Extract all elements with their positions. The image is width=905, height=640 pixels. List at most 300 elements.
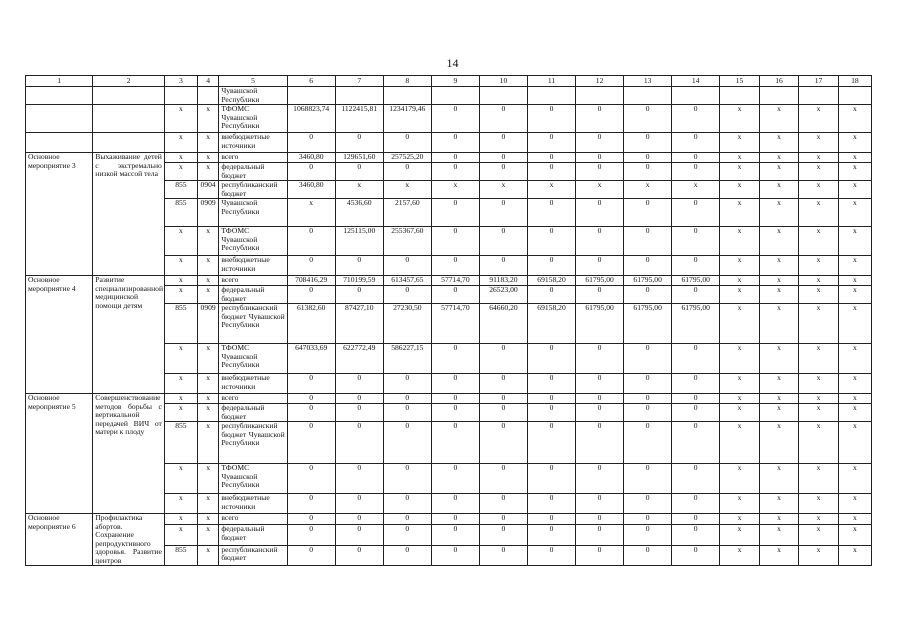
value-cell: x bbox=[720, 199, 760, 227]
code-grbs-cell: x bbox=[164, 133, 197, 153]
value-cell: x bbox=[799, 286, 839, 304]
value-cell: 0 bbox=[383, 163, 431, 181]
value-cell: 0 bbox=[576, 105, 624, 133]
column-header: 4 bbox=[197, 76, 218, 87]
value-cell: x bbox=[759, 304, 799, 344]
value-cell: 0 bbox=[672, 394, 720, 404]
value-cell: 69158,20 bbox=[527, 304, 575, 344]
value-cell: x bbox=[759, 525, 799, 545]
value-cell: 0 bbox=[383, 286, 431, 304]
value-cell: 0 bbox=[672, 422, 720, 464]
value-cell: 0 bbox=[431, 199, 479, 227]
value-cell: 0 bbox=[287, 494, 335, 514]
value-cell: 0 bbox=[624, 105, 672, 133]
value-cell: x bbox=[799, 545, 839, 565]
value-cell: x bbox=[759, 163, 799, 181]
value-cell: 0 bbox=[479, 464, 527, 494]
code-rzpr-cell: x bbox=[197, 276, 218, 286]
value-cell: x bbox=[479, 181, 527, 199]
value-cell: x bbox=[838, 525, 871, 545]
value-cell: 0 bbox=[576, 404, 624, 422]
activity-description-cell bbox=[93, 105, 165, 133]
value-cell: 0 bbox=[287, 256, 335, 276]
value-cell: x bbox=[720, 404, 760, 422]
value-cell: 64660,20 bbox=[479, 304, 527, 344]
value-cell: 0 bbox=[479, 374, 527, 394]
value-cell: x bbox=[799, 494, 839, 514]
table-row bbox=[26, 87, 872, 105]
value-cell: 0 bbox=[431, 227, 479, 256]
value-cell: 0 bbox=[335, 256, 383, 276]
value-cell: 0 bbox=[672, 286, 720, 304]
value-cell: 0 bbox=[431, 422, 479, 464]
value-cell: 0 bbox=[479, 133, 527, 153]
value-cell: 0 bbox=[383, 422, 431, 464]
value-cell: 0 bbox=[672, 256, 720, 276]
value-cell: 0 bbox=[431, 133, 479, 153]
code-rzpr-cell: x bbox=[197, 494, 218, 514]
funding-source-cell: федеральный бюджет bbox=[219, 525, 287, 545]
funding-source-cell: ТФОМС Чувашской Республики bbox=[219, 227, 287, 256]
header-row bbox=[26, 76, 872, 87]
value-cell: 0 bbox=[624, 404, 672, 422]
activity-name-cell bbox=[26, 87, 93, 105]
value-cell: 57714,70 bbox=[431, 304, 479, 344]
value-cell: 0 bbox=[672, 344, 720, 374]
value-cell: 0 bbox=[527, 404, 575, 422]
value-cell: 0 bbox=[479, 422, 527, 464]
value-cell: x bbox=[838, 276, 871, 286]
column-header: 13 bbox=[624, 76, 672, 87]
activity-description-cell: Выхаживание детей с экстремально низкой массой тела bbox=[93, 153, 165, 276]
code-grbs-cell: x bbox=[164, 153, 197, 163]
value-cell: x bbox=[720, 374, 760, 394]
value-cell: x bbox=[799, 199, 839, 227]
value-cell: 0 bbox=[527, 525, 575, 545]
value-cell bbox=[335, 87, 383, 105]
code-rzpr-cell: x bbox=[197, 464, 218, 494]
value-cell: 0 bbox=[431, 494, 479, 514]
value-cell: x bbox=[799, 525, 839, 545]
funding-source-cell: ТФОМС Чувашской Республики bbox=[219, 464, 287, 494]
activity-name-cell: Основное мероприятие 6 bbox=[26, 514, 93, 566]
value-cell: 0 bbox=[527, 133, 575, 153]
funding-source-cell: республиканский бюджет bbox=[219, 545, 287, 565]
value-cell: 0 bbox=[335, 494, 383, 514]
value-cell: x bbox=[838, 256, 871, 276]
value-cell: x bbox=[838, 163, 871, 181]
column-header: 12 bbox=[576, 76, 624, 87]
value-cell: x bbox=[759, 105, 799, 133]
value-cell: 0 bbox=[335, 404, 383, 422]
value-cell: x bbox=[838, 394, 871, 404]
value-cell: 0 bbox=[624, 525, 672, 545]
value-cell: 0 bbox=[431, 525, 479, 545]
value-cell: x bbox=[799, 422, 839, 464]
value-cell: 0 bbox=[479, 394, 527, 404]
value-cell bbox=[720, 87, 760, 105]
value-cell: 0 bbox=[287, 525, 335, 545]
value-cell: 0 bbox=[576, 133, 624, 153]
value-cell: x bbox=[799, 133, 839, 153]
code-rzpr-cell: x bbox=[197, 374, 218, 394]
value-cell: x bbox=[720, 227, 760, 256]
value-cell: x bbox=[720, 422, 760, 464]
code-rzpr-cell: x bbox=[197, 153, 218, 163]
value-cell: 0 bbox=[431, 256, 479, 276]
value-cell: x bbox=[720, 494, 760, 514]
value-cell: 61795,00 bbox=[672, 276, 720, 286]
value-cell: 0 bbox=[287, 374, 335, 394]
value-cell: 91183,20 bbox=[479, 276, 527, 286]
value-cell: 0 bbox=[479, 105, 527, 133]
activity-description-cell: Совершенствование методов борьбы с вертикальной передачей ВИЧ от матери к плоду bbox=[93, 394, 165, 514]
value-cell: 710199,59 bbox=[335, 276, 383, 286]
code-rzpr-cell: x bbox=[197, 394, 218, 404]
value-cell: 0 bbox=[672, 133, 720, 153]
value-cell: 0 bbox=[383, 256, 431, 276]
table-row bbox=[26, 133, 872, 153]
value-cell: x bbox=[720, 256, 760, 276]
value-cell: x bbox=[799, 163, 839, 181]
value-cell: x bbox=[799, 256, 839, 276]
column-header: 5 bbox=[219, 76, 287, 87]
value-cell: 0 bbox=[335, 545, 383, 565]
value-cell: 0 bbox=[576, 514, 624, 525]
value-cell: x bbox=[287, 199, 335, 227]
value-cell: 0 bbox=[624, 227, 672, 256]
value-cell: x bbox=[799, 153, 839, 163]
code-grbs-cell: x bbox=[164, 374, 197, 394]
value-cell bbox=[431, 87, 479, 105]
value-cell: 0 bbox=[335, 422, 383, 464]
activity-description-cell bbox=[93, 87, 165, 105]
value-cell: x bbox=[799, 514, 839, 525]
value-cell: 0 bbox=[576, 494, 624, 514]
value-cell: x bbox=[759, 545, 799, 565]
value-cell: x bbox=[720, 394, 760, 404]
funding-source-cell: всего bbox=[219, 394, 287, 404]
value-cell: 3460,80 bbox=[287, 181, 335, 199]
value-cell bbox=[759, 87, 799, 105]
value-cell: x bbox=[838, 344, 871, 374]
value-cell: x bbox=[838, 404, 871, 422]
value-cell: 0 bbox=[431, 404, 479, 422]
value-cell: 0 bbox=[431, 374, 479, 394]
code-rzpr-cell: 0909 bbox=[197, 199, 218, 227]
value-cell: 0 bbox=[672, 404, 720, 422]
value-cell: 708416,29 bbox=[287, 276, 335, 286]
code-grbs-cell bbox=[164, 87, 197, 105]
value-cell: 0 bbox=[576, 374, 624, 394]
value-cell: x bbox=[838, 464, 871, 494]
value-cell: 0 bbox=[527, 464, 575, 494]
funding-source-cell: ТФОМС Чувашской Республики bbox=[219, 344, 287, 374]
value-cell bbox=[672, 87, 720, 105]
column-header: 17 bbox=[799, 76, 839, 87]
value-cell: 0 bbox=[624, 464, 672, 494]
funding-source-cell: внебюджетные источники bbox=[219, 374, 287, 394]
value-cell: 0 bbox=[431, 286, 479, 304]
value-cell: x bbox=[838, 286, 871, 304]
value-cell: 0 bbox=[383, 494, 431, 514]
value-cell bbox=[576, 87, 624, 105]
value-cell: x bbox=[759, 276, 799, 286]
column-header: 3 bbox=[164, 76, 197, 87]
funding-source-cell: ТФОМС Чувашской Республики bbox=[219, 105, 287, 133]
value-cell bbox=[624, 87, 672, 105]
value-cell: 613457,65 bbox=[383, 276, 431, 286]
value-cell: x bbox=[759, 181, 799, 199]
value-cell: x bbox=[720, 181, 760, 199]
value-cell bbox=[287, 87, 335, 105]
funding-source-cell: всего bbox=[219, 276, 287, 286]
value-cell: x bbox=[838, 199, 871, 227]
value-cell: 0 bbox=[527, 105, 575, 133]
value-cell: 0 bbox=[576, 344, 624, 374]
value-cell: 0 bbox=[431, 394, 479, 404]
funding-source-cell: федеральный бюджет bbox=[219, 404, 287, 422]
value-cell: 257525,20 bbox=[383, 153, 431, 163]
value-cell: 0 bbox=[624, 163, 672, 181]
value-cell: 0 bbox=[479, 494, 527, 514]
code-grbs-cell: x bbox=[164, 286, 197, 304]
value-cell: 61795,00 bbox=[624, 276, 672, 286]
value-cell: x bbox=[759, 394, 799, 404]
value-cell: 0 bbox=[624, 256, 672, 276]
value-cell: 0 bbox=[383, 394, 431, 404]
value-cell: x bbox=[672, 181, 720, 199]
activity-name-cell: Основное мероприятие 4 bbox=[26, 276, 93, 394]
table-row bbox=[26, 276, 872, 286]
value-cell: 0 bbox=[431, 514, 479, 525]
value-cell bbox=[479, 87, 527, 105]
code-rzpr-cell bbox=[197, 87, 218, 105]
value-cell: 61795,00 bbox=[576, 304, 624, 344]
value-cell: x bbox=[759, 344, 799, 374]
code-grbs-cell: 855 bbox=[164, 304, 197, 344]
funding-source-cell: федеральный бюджет bbox=[219, 286, 287, 304]
value-cell: 125115,00 bbox=[335, 227, 383, 256]
value-cell: 0 bbox=[672, 374, 720, 394]
value-cell: 1122415,81 bbox=[335, 105, 383, 133]
code-grbs-cell: x bbox=[164, 227, 197, 256]
value-cell: x bbox=[759, 404, 799, 422]
value-cell: 0 bbox=[527, 422, 575, 464]
table-row bbox=[26, 105, 872, 133]
value-cell: 0 bbox=[479, 404, 527, 422]
value-cell: x bbox=[720, 304, 760, 344]
value-cell: 0 bbox=[672, 163, 720, 181]
funding-source-cell: республиканский бюджет Чувашской Республики bbox=[219, 422, 287, 464]
value-cell: 647033,69 bbox=[287, 344, 335, 374]
value-cell: 0 bbox=[335, 133, 383, 153]
value-cell: x bbox=[799, 344, 839, 374]
value-cell: 0 bbox=[431, 105, 479, 133]
value-cell: x bbox=[759, 422, 799, 464]
funding-source-cell: Чувашской Республики bbox=[219, 199, 287, 227]
value-cell: 0 bbox=[479, 256, 527, 276]
value-cell: 0 bbox=[383, 525, 431, 545]
value-cell: 0 bbox=[624, 514, 672, 525]
code-rzpr-cell: x bbox=[197, 227, 218, 256]
value-cell: x bbox=[720, 545, 760, 565]
value-cell: 0 bbox=[431, 344, 479, 374]
code-rzpr-cell: x bbox=[197, 105, 218, 133]
column-header: 10 bbox=[479, 76, 527, 87]
code-grbs-cell: x bbox=[164, 344, 197, 374]
value-cell: 57714,70 bbox=[431, 276, 479, 286]
value-cell: 27230,50 bbox=[383, 304, 431, 344]
value-cell: 0 bbox=[576, 163, 624, 181]
column-header: 7 bbox=[335, 76, 383, 87]
funding-source-cell: внебюджетные источники bbox=[219, 494, 287, 514]
value-cell: 0 bbox=[527, 394, 575, 404]
funding-source-cell: внебюджетные источники bbox=[219, 133, 287, 153]
value-cell: 0 bbox=[479, 545, 527, 565]
value-cell: x bbox=[383, 181, 431, 199]
value-cell: 622772,49 bbox=[335, 344, 383, 374]
code-rzpr-cell: x bbox=[197, 344, 218, 374]
code-rzpr-cell: x bbox=[197, 545, 218, 565]
value-cell: 0 bbox=[383, 514, 431, 525]
value-cell: 0 bbox=[576, 199, 624, 227]
budget-table bbox=[25, 75, 872, 566]
value-cell: 0 bbox=[672, 514, 720, 525]
value-cell: 0 bbox=[624, 422, 672, 464]
value-cell: x bbox=[527, 181, 575, 199]
value-cell: 0 bbox=[624, 153, 672, 163]
value-cell: x bbox=[759, 227, 799, 256]
value-cell: 0 bbox=[383, 545, 431, 565]
code-rzpr-cell: 0904 bbox=[197, 181, 218, 199]
value-cell: x bbox=[431, 181, 479, 199]
value-cell: 0 bbox=[431, 545, 479, 565]
value-cell: 0 bbox=[479, 514, 527, 525]
value-cell: 0 bbox=[287, 514, 335, 525]
value-cell: 0 bbox=[624, 545, 672, 565]
value-cell: 0 bbox=[479, 163, 527, 181]
value-cell: x bbox=[759, 133, 799, 153]
value-cell: x bbox=[759, 153, 799, 163]
value-cell: x bbox=[759, 199, 799, 227]
value-cell: x bbox=[799, 105, 839, 133]
code-grbs-cell: x bbox=[164, 394, 197, 404]
activity-name-cell bbox=[26, 105, 93, 133]
value-cell: 3460,80 bbox=[287, 153, 335, 163]
value-cell: 0 bbox=[287, 163, 335, 181]
value-cell: 0 bbox=[624, 199, 672, 227]
table-row bbox=[26, 514, 872, 525]
value-cell: 0 bbox=[672, 153, 720, 163]
table-row bbox=[26, 394, 872, 404]
activity-name-cell: Основное мероприятие 5 bbox=[26, 394, 93, 514]
value-cell: x bbox=[720, 105, 760, 133]
value-cell: 0 bbox=[624, 374, 672, 394]
value-cell: x bbox=[838, 153, 871, 163]
value-cell: x bbox=[759, 494, 799, 514]
value-cell: 0 bbox=[624, 344, 672, 374]
value-cell: 0 bbox=[287, 545, 335, 565]
value-cell: x bbox=[759, 374, 799, 394]
value-cell: 129651,60 bbox=[335, 153, 383, 163]
value-cell: x bbox=[335, 181, 383, 199]
funding-source-cell: всего bbox=[219, 514, 287, 525]
funding-source-cell: республиканский бюджет bbox=[219, 181, 287, 199]
code-rzpr-cell: x bbox=[197, 286, 218, 304]
value-cell: x bbox=[838, 304, 871, 344]
value-cell: 61382,60 bbox=[287, 304, 335, 344]
value-cell: 0 bbox=[624, 494, 672, 514]
value-cell: x bbox=[624, 181, 672, 199]
value-cell: 0 bbox=[576, 256, 624, 276]
value-cell: x bbox=[720, 163, 760, 181]
value-cell: 0 bbox=[576, 227, 624, 256]
value-cell: 26523,00 bbox=[479, 286, 527, 304]
value-cell: 0 bbox=[479, 344, 527, 374]
activity-description-cell: Профилактика абортов. Сохранение репродуктивного здоровья. Развитие центров bbox=[93, 514, 165, 566]
value-cell: 0 bbox=[287, 227, 335, 256]
code-grbs-cell: x bbox=[164, 256, 197, 276]
value-cell: 0 bbox=[527, 374, 575, 394]
code-rzpr-cell: x bbox=[197, 422, 218, 464]
column-header: 18 bbox=[838, 76, 871, 87]
value-cell: 0 bbox=[335, 514, 383, 525]
value-cell: x bbox=[799, 394, 839, 404]
value-cell: x bbox=[720, 153, 760, 163]
value-cell: 1234179,46 bbox=[383, 105, 431, 133]
value-cell: 0 bbox=[383, 464, 431, 494]
value-cell: 0 bbox=[287, 133, 335, 153]
value-cell: 0 bbox=[479, 199, 527, 227]
code-rzpr-cell: x bbox=[197, 133, 218, 153]
code-grbs-cell: 855 bbox=[164, 422, 197, 464]
column-header: 14 bbox=[672, 76, 720, 87]
code-grbs-cell: 855 bbox=[164, 181, 197, 199]
code-rzpr-cell: x bbox=[197, 514, 218, 525]
column-header: 2 bbox=[93, 76, 165, 87]
code-rzpr-cell: x bbox=[197, 525, 218, 545]
value-cell: 586227,15 bbox=[383, 344, 431, 374]
value-cell: 1068823,74 bbox=[287, 105, 335, 133]
code-grbs-cell: 855 bbox=[164, 545, 197, 565]
value-cell: x bbox=[759, 286, 799, 304]
value-cell: 0 bbox=[576, 464, 624, 494]
value-cell: 0 bbox=[576, 525, 624, 545]
value-cell: x bbox=[799, 374, 839, 394]
value-cell: 87427,10 bbox=[335, 304, 383, 344]
value-cell: 0 bbox=[335, 163, 383, 181]
code-rzpr-cell: x bbox=[197, 404, 218, 422]
value-cell: x bbox=[759, 256, 799, 276]
value-cell: 0 bbox=[672, 525, 720, 545]
value-cell: x bbox=[799, 404, 839, 422]
value-cell: x bbox=[759, 514, 799, 525]
value-cell: x bbox=[720, 344, 760, 374]
code-grbs-cell: x bbox=[164, 276, 197, 286]
value-cell: 0 bbox=[672, 494, 720, 514]
funding-source-cell: всего bbox=[219, 153, 287, 163]
value-cell: x bbox=[838, 227, 871, 256]
value-cell: x bbox=[838, 133, 871, 153]
value-cell: 0 bbox=[479, 227, 527, 256]
value-cell: 0 bbox=[287, 394, 335, 404]
funding-source-cell: республиканский бюджет Чувашской Республики bbox=[219, 304, 287, 344]
activity-description-cell: Развитие специализированной медицинской помощи детям bbox=[93, 276, 165, 394]
value-cell: 0 bbox=[383, 374, 431, 394]
value-cell: 61795,00 bbox=[624, 304, 672, 344]
code-grbs-cell: x bbox=[164, 404, 197, 422]
